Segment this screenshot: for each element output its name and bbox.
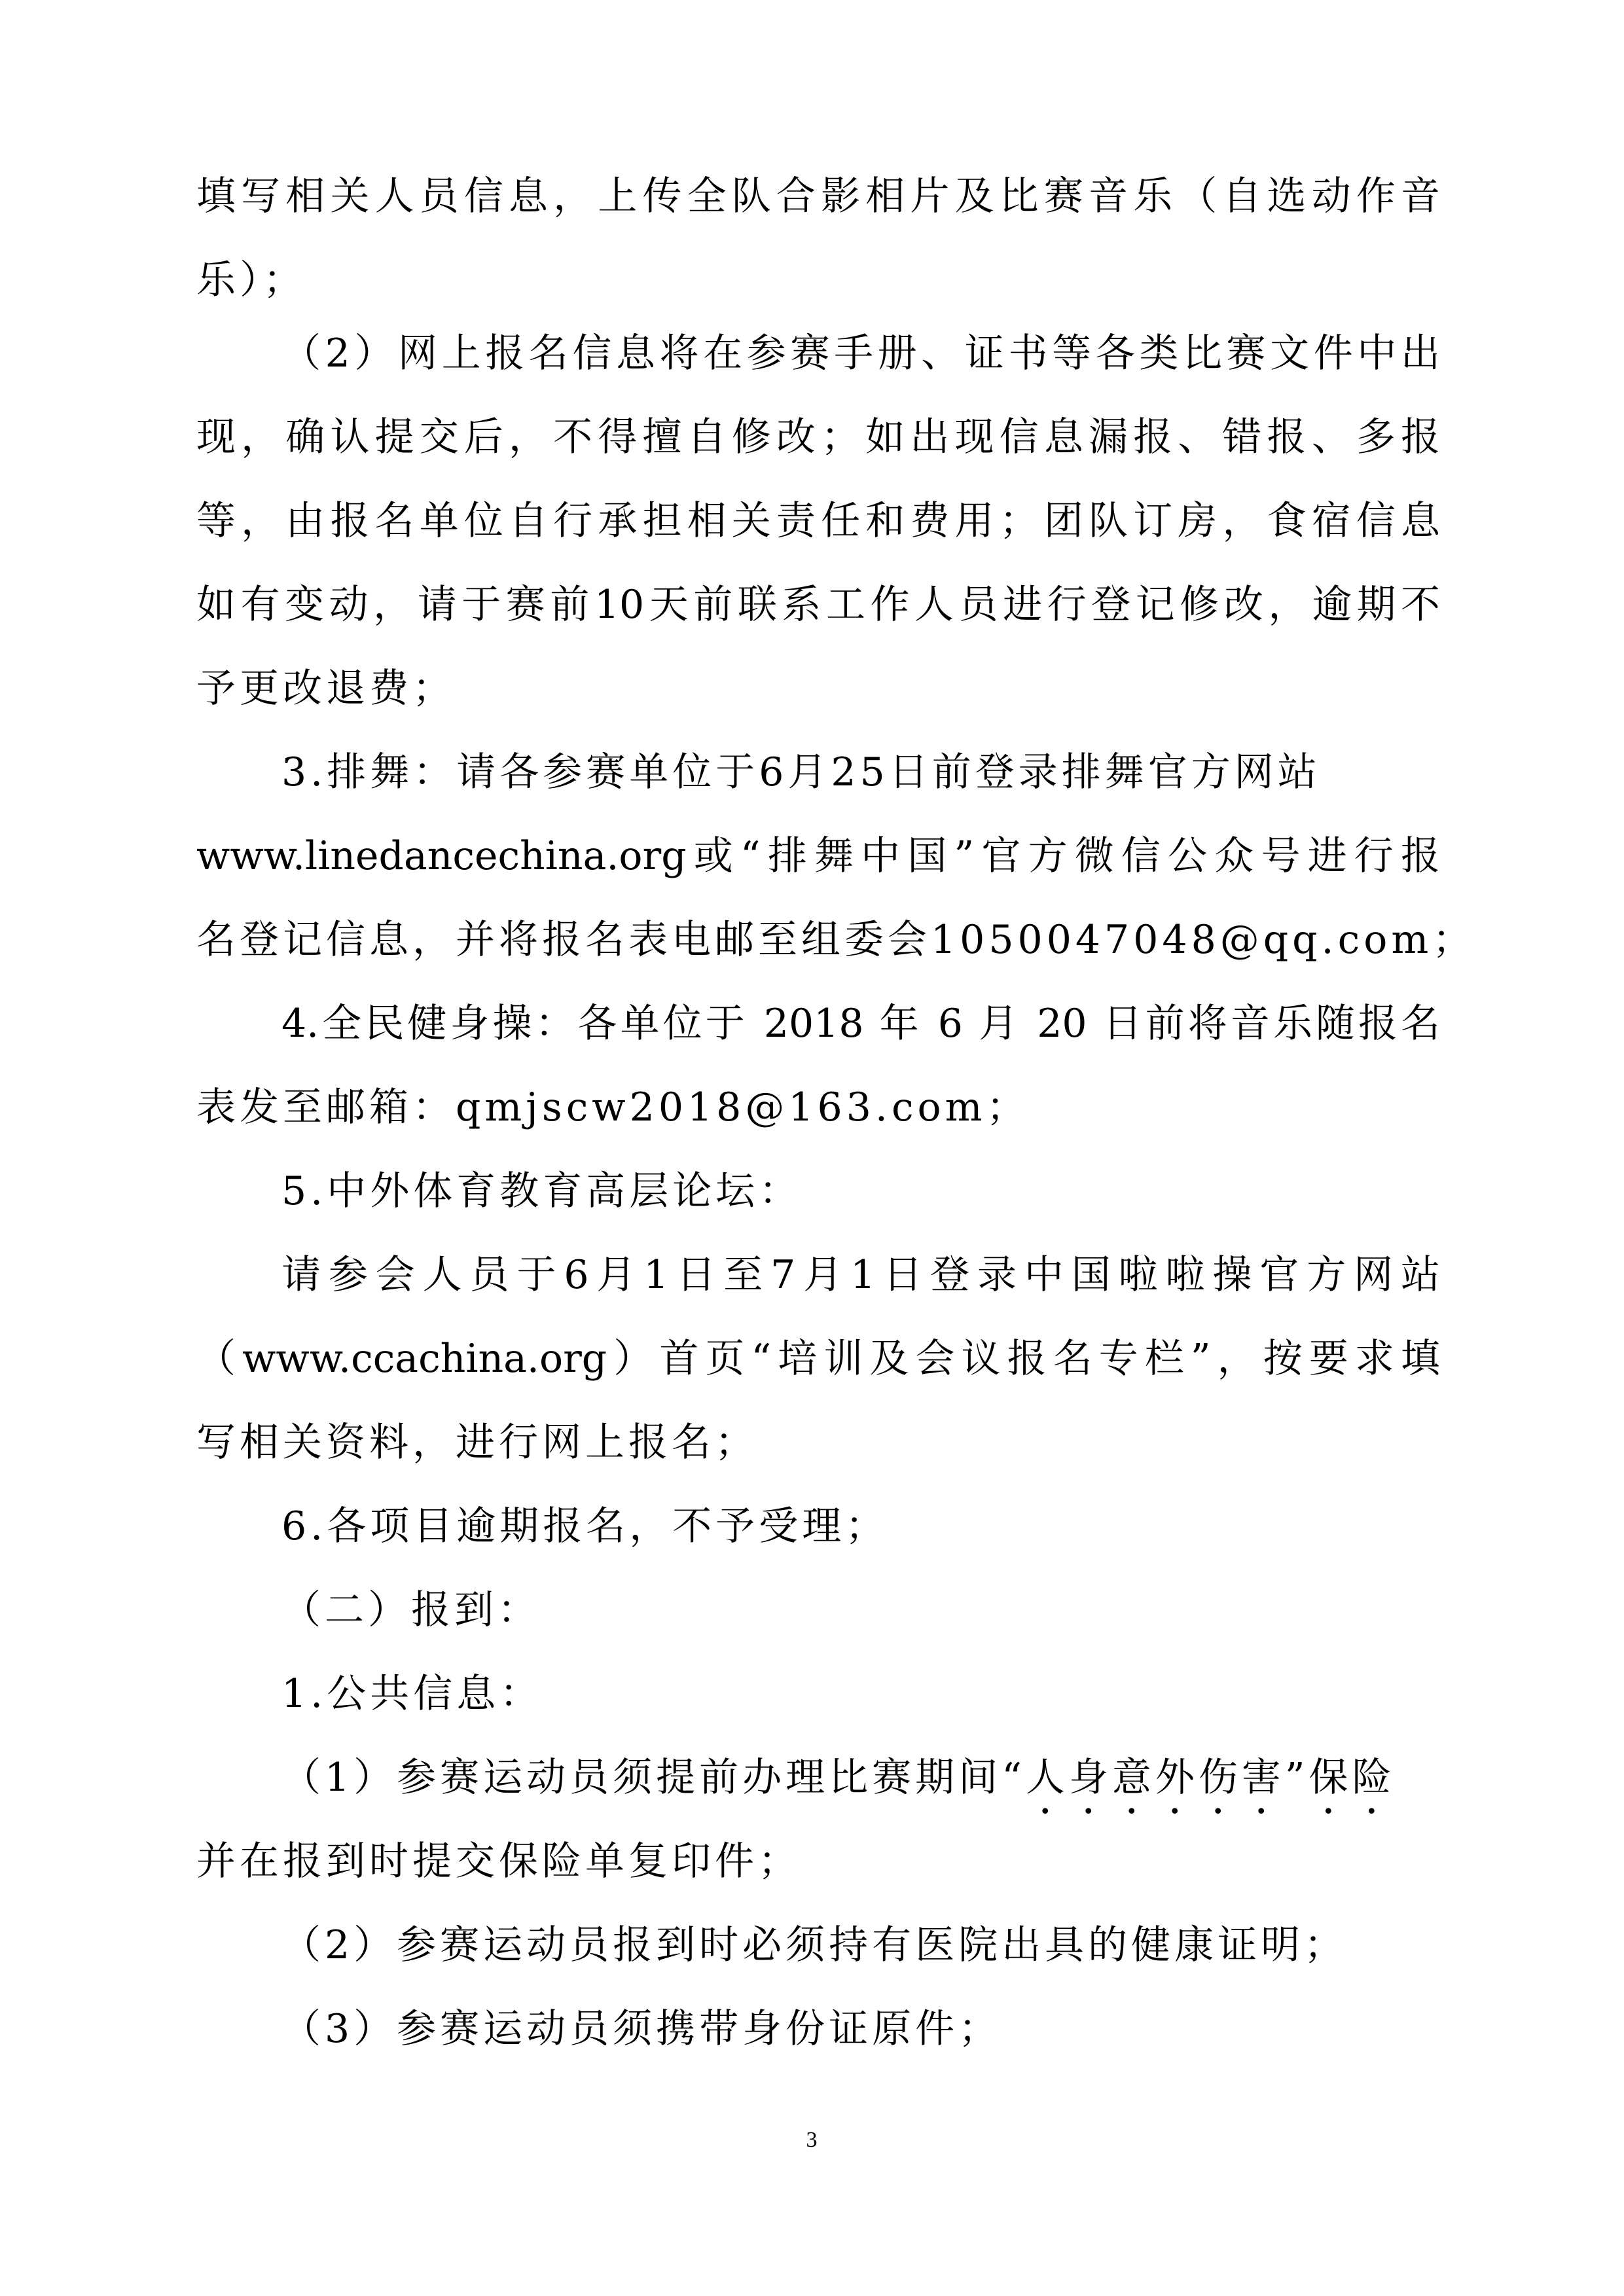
text-line: 等，由报名单位自行承担相关责任和费用；团队订房，食宿信息 (196, 498, 1440, 544)
text-line: 写相关资料，进行网上报名； (196, 1420, 758, 1465)
text-line: 4.全民健身操：各单位于 2018 年 6 月 20 日前将音乐随报名 (281, 1001, 1440, 1047)
text-line: 名登记信息，并将报名表电邮至组委会1050047048@qq.com； (196, 917, 1476, 963)
text-line: 表发至邮箱：qmjscw2018@163.com； (196, 1085, 1030, 1130)
text-line: 予更改退费； (196, 666, 456, 711)
text-line: 乐）； (196, 257, 306, 303)
text-run: （1）参赛运动员须提前办理比赛期间 (281, 1755, 1002, 1801)
text-line: （2）网上报名信息将在参赛手册、证书等各类比赛文件中出 (281, 331, 1440, 376)
text-line: 如有变动，请于赛前10天前联系工作人员进行登记修改，逾期不 (196, 582, 1440, 628)
text-line: （www.ccachina.org）首页“培训及会议报名专栏”，按要求填 (196, 1336, 1440, 1382)
text-line: 填写相关人员信息，上传全队合影相片及比赛音乐（自选动作音 (196, 173, 1440, 219)
text-line: 现，确认提交后，不得擅自修改；如出现信息漏报、错报、多报 (196, 414, 1440, 460)
text-line: 6.各项目逾期报名，不予受理； (281, 1503, 889, 1549)
text-line: （2）参赛运动员报到时必须持有医院出具的健康证明； (281, 1922, 1348, 1968)
page-number: 3 (806, 2128, 818, 2152)
text-line: 并在报到时提交保险单复印件； (196, 1839, 801, 1884)
text-line: 5.中外体育教育高层论坛： (281, 1168, 803, 1214)
text-line: 请参会人员于6月1日至7月1日登录中国啦啦操官方网站 (281, 1252, 1440, 1298)
text-line: 3.排舞：请各参赛单位于6月25日前登录排舞官方网站 (281, 749, 1321, 795)
text-line: （二）报到： (281, 1587, 541, 1633)
text-line: 1.公共信息： (281, 1671, 543, 1717)
text-line (281, 1751, 1440, 1804)
emphasized-text: “人身意外伤害”保险 (1001, 1755, 1396, 1801)
text-line: www.linedancechina.org或“排舞中国”官方微信公众号进行报 (196, 833, 1440, 879)
text-line: （3）参赛运动员须携带身份证原件； (281, 2006, 1002, 2052)
